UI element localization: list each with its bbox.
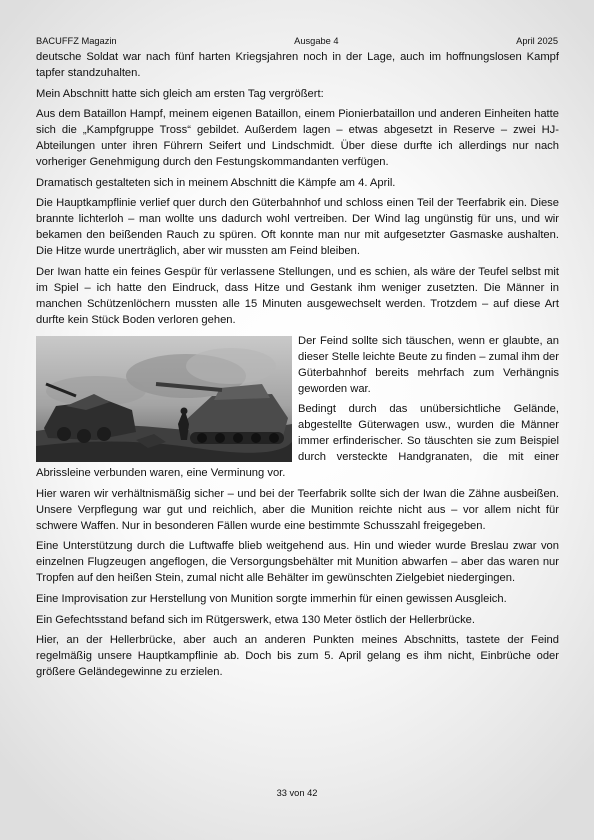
issue-number: Ausgabe 4 xyxy=(294,36,339,46)
paragraph: Die Hauptkampflinie verlief quer durch den Güterbahnhof und schloss einen Teil der Teerfabrik ein. Diese brannte lichterloh – man wollte uns dadurch wohl vertreiben. Der Wind lag ungünstig für uns, und wir bekamen den beißenden Rauch zu spüren. Oft konnte man nur mit aufgesetzter Gasmaske aushalten. Die Hitze wurde unerträglich, aber wir mussten am Feind bleiben. xyxy=(36,197,559,258)
article-body xyxy=(36,49,559,685)
paragraph: Der Feind sollte sich täuschen, wenn er glaubte, an dieser Stelle leichte Beute zu finden – zumal ihm der Güterbahnhof bereits mehrfach zum Verhängnis geworden war. xyxy=(298,334,559,395)
paragraph: deutsche Soldat war nach fünf harten Kriegsjahren noch in der Lage, auch im hoffnungslosen Kampf tapfer standzuhalten. xyxy=(36,51,559,79)
paragraph: Bedingt durch das unübersichtliche Gelände, abgestellte Güterwagen usw., wurden die Männer immer erfinderischer. So täuschten sie zum Beispiel durch versteckte Handgranaten, die mit einer Abrissleine verbunden waren, eine Verminung vor. xyxy=(36,403,559,480)
magazine-name: BACUFFZ Magazin xyxy=(36,36,117,46)
paragraph: Mein Abschnitt hatte sich gleich am ersten Tag vergrößert: xyxy=(36,87,324,100)
page-number: 33 von 42 xyxy=(276,788,318,798)
paragraph: Der Iwan hatte ein feines Gespür für verlassene Stellungen, und es schien, als wäre der Teufel selbst mit im Spiel – ich hatte den Eindruck, dass Hitze und Gestank ihm weniger zusetzten. Die Männer in manchen Schützenlöchern mussten alle 15 Minuten ausgewechselt werden. Trotzdem – auf diese Art durfte kein Stück Boden verloren gehen. xyxy=(36,265,559,326)
page-footer xyxy=(0,788,594,798)
paragraph: Hier waren wir verhältnismäßig sicher – und bei der Teerfabrik sollte sich der Iwan die Zähne ausbeißen. Unsere Verpflegung war gut und reichlich, aber die Munition reichte nicht aus – vor allem nicht für schwere Waffen. Nur in besonderen Fällen wurde eine bestimmte Schusszahl freigegeben. xyxy=(36,487,559,532)
paragraph: Dramatisch gestalteten sich in meinem Abschnitt die Kämpfe am 4. April. xyxy=(36,176,396,189)
page-header xyxy=(36,35,558,47)
paragraph: Aus dem Bataillon Hampf, meinem eigenen Bataillon, einem Pionierbataillon und anderen Einheiten hatte sich die „Kampfgruppe Tross“ gebildet. Außerdem lagen – etwas abgesetzt in Reserve – zwei HJ-Abteilungen unter ihren Führern Seifert und Lindschmidt. Über diese durfte ich allerdings nur nach vorheriger Genehmigung durch den Festungskommandanten verfügen. xyxy=(36,108,559,169)
tank-battle-photo xyxy=(36,336,292,462)
paragraph: Eine Unterstützung durch die Luftwaffe blieb weitgehend aus. Hin und wieder wurde Breslau zwar von einzelnen Flugzeugen angeflogen, die Versorgungsbehälter mit Munition abwarfen – aber das waren nur Tropfen auf den heißen Stein, zumal nicht alle Behälter im gewünschten Zielgebiet niedergingen. xyxy=(36,540,559,585)
issue-date: April 2025 xyxy=(516,36,558,46)
paragraph: Ein Gefechtsstand befand sich im Rütgerswerk, etwa 130 Meter östlich der Hellerbrücke. xyxy=(36,613,476,626)
paragraph: Eine Improvisation zur Herstellung von Munition sorgte immerhin für einen gewissen Ausgleich. xyxy=(36,592,507,605)
paragraph: Hier, an der Hellerbrücke, aber auch an anderen Punkten meines Abschnitts, tastete der Feind regelmäßig unsere Hauptkampflinie ab. Doch bis zum 5. April gelang es ihm nicht, Einbrüche oder größere Geländegewinne zu erzielen. xyxy=(36,634,559,679)
